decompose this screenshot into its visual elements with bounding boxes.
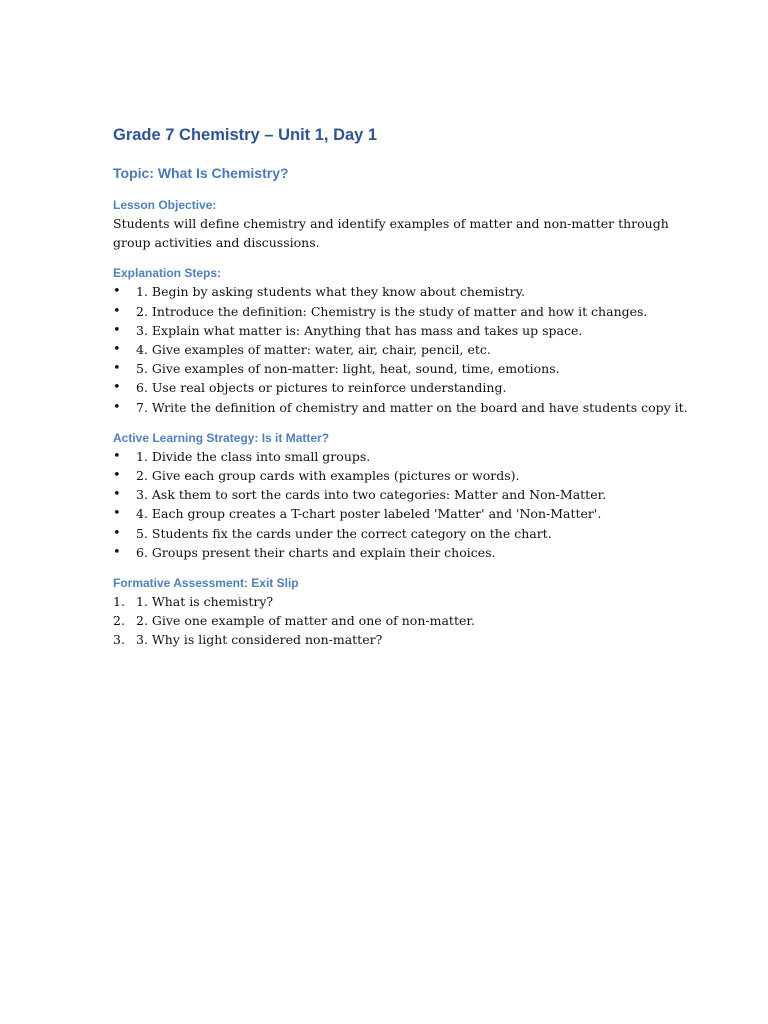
activity-list	[113, 447, 673, 562]
list-item	[113, 611, 673, 630]
list-item-text: 4. Give examples of matter: water, air, chair, pencil, etc.	[136, 342, 491, 358]
list-item	[113, 524, 673, 543]
activity-section	[113, 429, 673, 562]
list-item	[113, 447, 673, 466]
list-number: 1.	[113, 594, 125, 610]
list-item	[113, 302, 673, 321]
list-item-text: 7. Write the definition of chemistry and matter on the board and have students copy it.	[136, 399, 688, 415]
assessment-section	[113, 574, 673, 650]
list-item	[113, 543, 673, 562]
list-item-text: 4. Each group creates a T-chart poster labeled 'Matter' and 'Non-Matter'.	[136, 506, 602, 522]
list-number: 2.	[113, 613, 125, 629]
list-item	[113, 398, 688, 417]
objective-text: Students will define chemistry and identify examples of matter and non-matter through group activities and discussions.	[113, 216, 669, 251]
assessment-list	[113, 592, 673, 650]
bullet-icon: •	[113, 525, 121, 541]
bullet-icon: •	[113, 380, 121, 396]
list-item	[113, 592, 673, 611]
list-item-text: 2. Introduce the definition: Chemistry is the study of matter and how it changes.	[136, 303, 648, 319]
activity-heading: Active Learning Strategy: Is it Matter?	[113, 430, 330, 445]
list-item	[113, 378, 673, 397]
list-item	[113, 630, 673, 649]
list-item	[113, 466, 673, 485]
bullet-icon: •	[113, 544, 121, 560]
bullet-icon: •	[113, 468, 121, 484]
list-number: 3.	[113, 632, 125, 648]
list-item	[113, 321, 673, 340]
list-item-text: 2. Give one example of matter and one of non-matter.	[136, 613, 475, 629]
bullet-icon: •	[113, 487, 121, 503]
bullet-icon: •	[113, 399, 121, 415]
bullet-icon: •	[113, 361, 121, 377]
list-item-text: 1. Begin by asking students what they know about chemistry.	[136, 284, 526, 300]
list-item-text: 6. Groups present their charts and explain their choices.	[136, 544, 496, 560]
bullet-icon: •	[113, 284, 121, 300]
explanation-heading: Explanation Steps:	[113, 266, 222, 281]
list-item	[113, 504, 673, 523]
list-item-text: 1. What is chemistry?	[136, 594, 274, 610]
bullet-icon: •	[113, 322, 121, 338]
list-item-text: 6. Use real objects or pictures to reinforce understanding.	[136, 380, 507, 396]
list-item-text: 1. Divide the class into small groups.	[136, 448, 371, 464]
explanation-section	[113, 264, 688, 416]
document-title: Grade 7 Chemistry – Unit 1, Day 1	[113, 126, 378, 144]
document-page	[113, 120, 688, 650]
list-item	[113, 282, 673, 301]
list-item-text: 2. Give each group cards with examples (pictures or words).	[136, 468, 520, 484]
bullet-icon: •	[113, 342, 121, 358]
explanation-list	[113, 282, 688, 416]
objective-section	[113, 196, 673, 252]
bullet-icon: •	[113, 303, 121, 319]
list-item	[113, 485, 673, 504]
assessment-heading: Formative Assessment: Exit Slip	[113, 576, 299, 591]
bullet-icon: •	[113, 448, 121, 464]
list-item-text: 3. Why is light considered non-matter?	[136, 632, 383, 648]
list-item	[113, 340, 673, 359]
list-item-text: 5. Give examples of non-matter: light, heat, sound, time, emotions.	[136, 361, 560, 377]
bullet-icon: •	[113, 506, 121, 522]
list-item-text: 3. Ask them to sort the cards into two categories: Matter and Non-Matter.	[136, 487, 607, 503]
list-item	[113, 359, 673, 378]
list-item-text: 3. Explain what matter is: Anything that has mass and takes up space.	[136, 322, 583, 338]
topic-heading: Topic: What Is Chemistry?	[113, 165, 289, 181]
objective-heading: Lesson Objective:	[113, 198, 217, 212]
list-item-text: 5. Students fix the cards under the correct category on the chart.	[136, 525, 552, 541]
